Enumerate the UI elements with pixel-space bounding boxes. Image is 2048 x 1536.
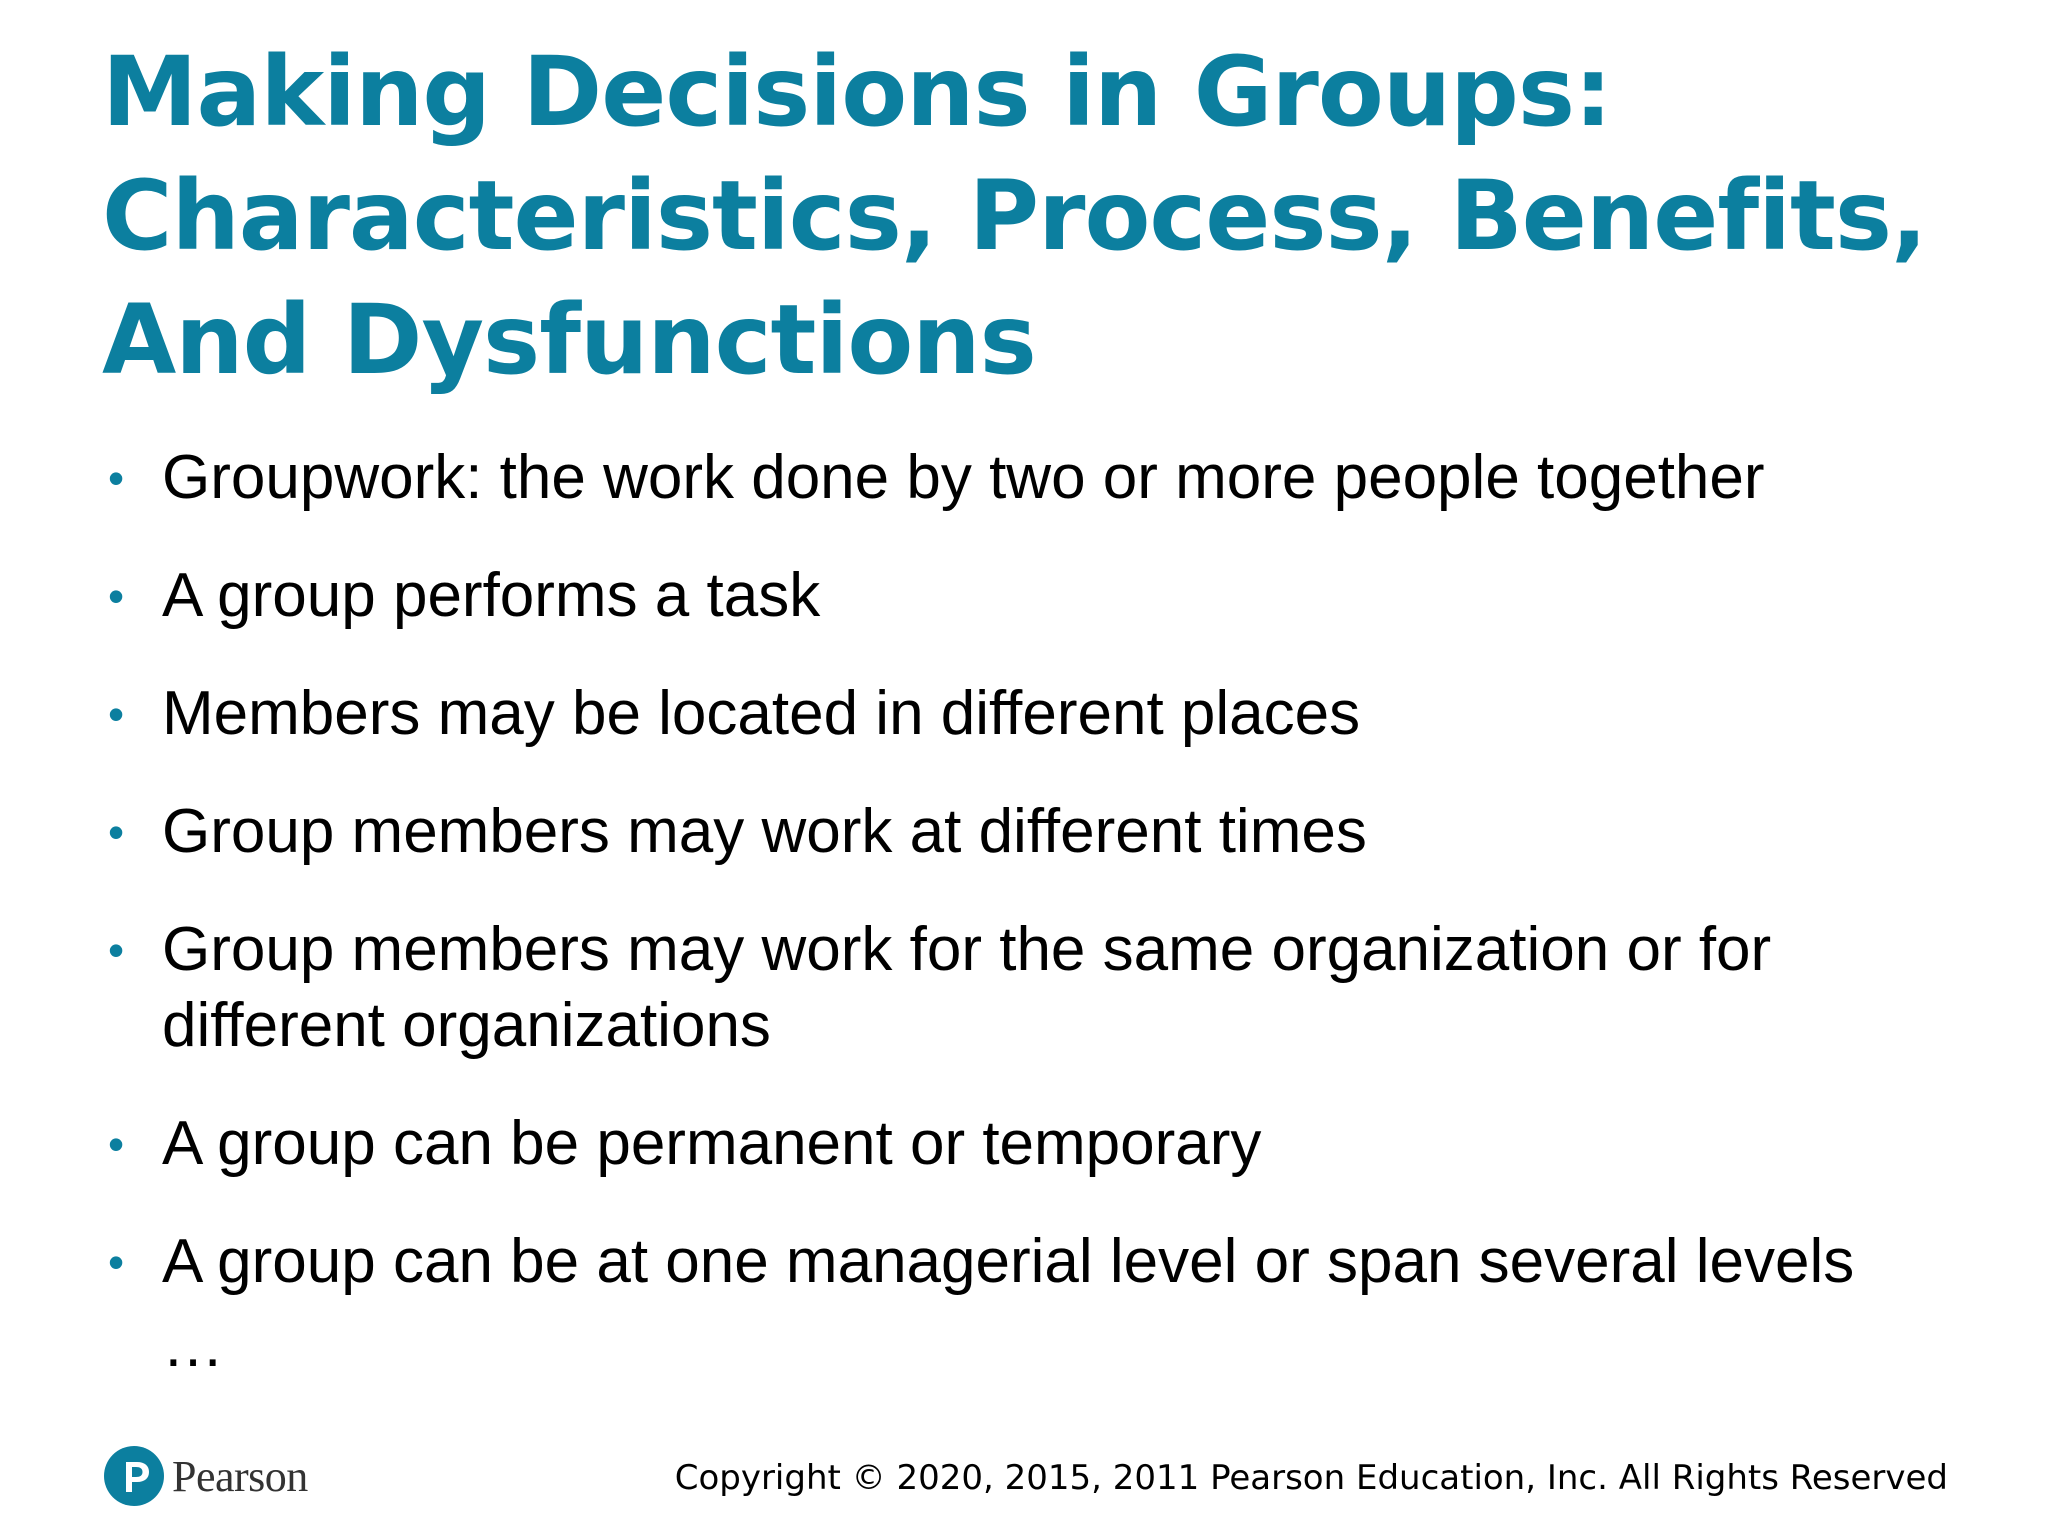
bullet-icon: • (108, 452, 125, 504)
bullet-icon: • (108, 688, 125, 740)
bullet-item (104, 440, 1944, 516)
pearson-logo (104, 1446, 308, 1506)
bullet-text: Group members may work for the same organization or for different organizations (162, 915, 1772, 1060)
bullet-item (104, 1106, 1944, 1182)
pearson-p-icon (104, 1446, 164, 1506)
bullet-icon: • (108, 570, 125, 622)
bullet-item (104, 912, 1944, 1064)
bullet-item (104, 794, 1944, 870)
bullet-item (104, 1224, 1944, 1300)
bullet-text: Members may be located in different places (162, 679, 1361, 748)
bullet-text: Groupwork: the work done by two or more people together (162, 443, 1765, 512)
bullet-list (104, 440, 1944, 1342)
bullet-icon: • (108, 1236, 125, 1288)
copyright-notice: Copyright © 2020, 2015, 2011 Pearson Education, Inc. All Rights Reserved (674, 1458, 1948, 1498)
continuation-ellipsis: … (162, 1311, 224, 1380)
bullet-icon: • (108, 924, 125, 976)
bullet-text: A group performs a task (162, 561, 821, 630)
bullet-icon: • (108, 806, 125, 858)
title-line-2: Characteristics, Process, Benefits, (102, 160, 1927, 272)
bullet-text: A group can be permanent or temporary (162, 1109, 1262, 1178)
bullet-text: A group can be at one managerial level or span several levels (162, 1227, 1855, 1296)
slide-title (102, 30, 1962, 402)
pearson-wordmark: Pearson (172, 1451, 308, 1501)
title-line-3: And Dysfunctions (102, 284, 1036, 396)
title-line-1: Making Decisions in Groups: (102, 36, 1612, 148)
bullet-icon: • (108, 1118, 125, 1170)
bullet-item (104, 558, 1944, 634)
bullet-text: Group members may work at different times (162, 797, 1367, 866)
bullet-item (104, 676, 1944, 752)
